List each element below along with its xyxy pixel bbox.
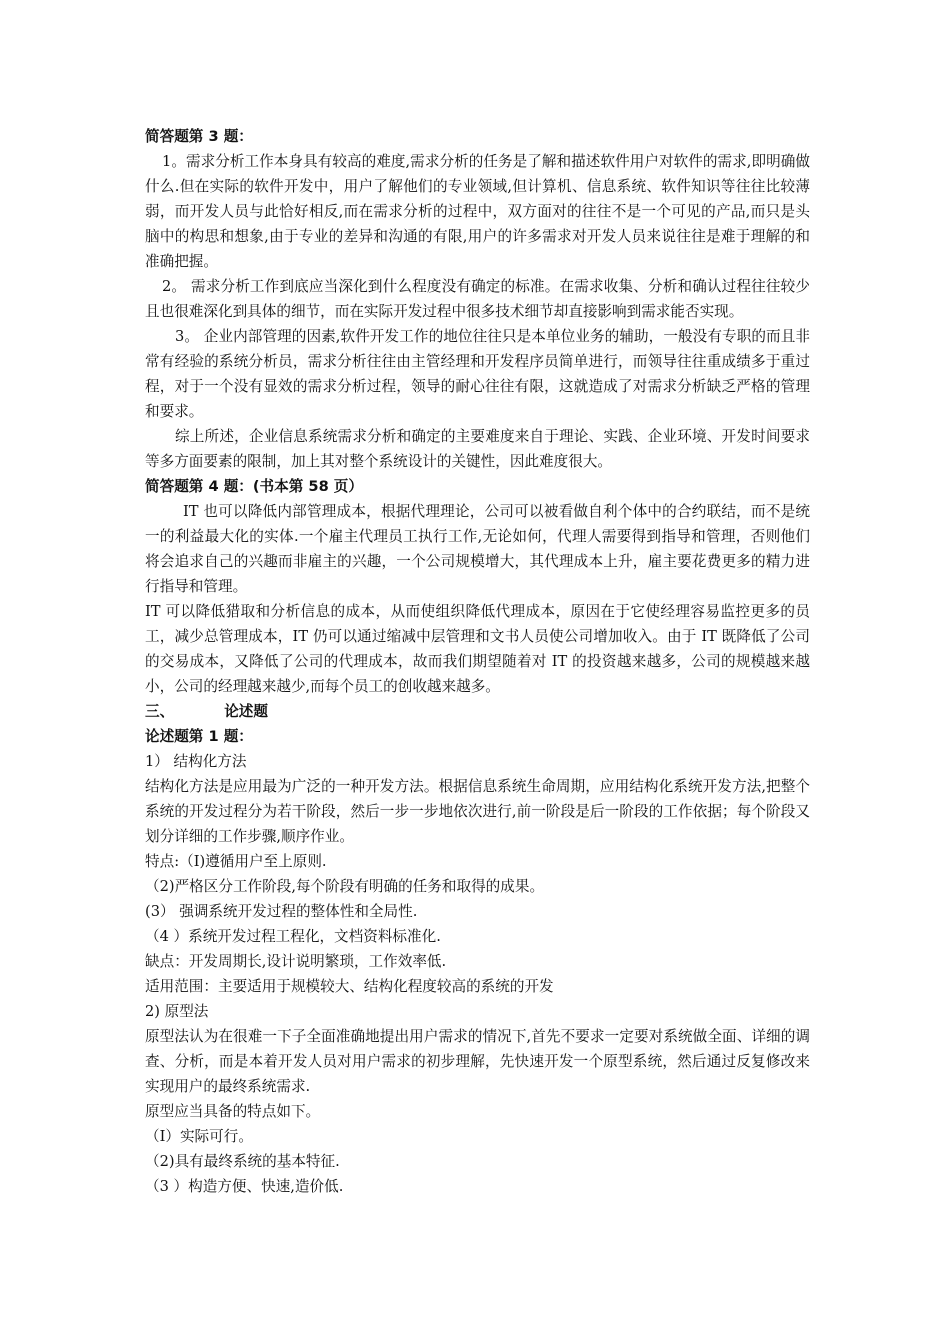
section-3-title: 论述题 [224,703,268,720]
q4-heading: 简答题第 4 题：(书本第 58 页） [145,478,363,495]
section-3-heading [145,699,810,724]
feature-line-3: (3） 强调系统开发过程的整体性和全局性. [145,903,418,920]
essay-1-heading: 论述题第 1 题： [145,728,253,745]
prototype-method-paragraph: 原型法认为在很难一下子全面准确地提出用户需求的情况下,首先不要求一定要对系统做全面、详细的调查、分析，而是本着开发人员对用户需求的初步理解，先快速开发一个原型系统，然后通过反复修改来实现用户的最终系统需求. [145,1028,810,1095]
drawbacks-line: 缺点：开发周期长,设计说明繁琐，工作效率低. [145,953,447,970]
feature-line-4: （4 ）系统开发过程工程化，文档资料标准化. [145,928,441,945]
structured-method-paragraph: 结构化方法是应用最为广泛的一种开发方法。根据信息系统生命周期，应用结构化系统开发方法,把整个系统的开发过程分为若干阶段，然后一步一步地依次进行,前一阶段是后一阶段的工作依据；每个阶段又划分详细的工作步骤,顺序作业。 [145,778,810,845]
q3-summary-paragraph: 综上所述，企业信息系统需求分析和确定的主要难度来自于理论、实践、企业环境、开发时间要求等多方面要素的限制，加上其对整个系统设计的关键性，因此难度很大。 [145,428,810,470]
q3-paragraph-1: 1。需求分析工作本身具有较高的难度,需求分析的任务是了解和描述软件用户对软件的需求,即明确做什么.但在实际的软件开发中，用户了解他们的专业领域,但计算机、信息系统、软件知识等往往比较薄弱，而开发人员与此恰好相反,而在需求分析的过程中，双方面对的往往不是一个可见的产品,而只是头脑中的构思和想象,由于专业的差异和沟通的有限,用户的许多需求对开发人员来说往往是难于理解的和准确把握。 [145,153,810,270]
q3-heading: 简答题第 3 题： [145,128,253,145]
prototype-feature-1: （I）实际可行。 [145,1128,253,1145]
document-page [145,124,810,1199]
q4-paragraph-2: IT 可以降低猎取和分析信息的成本，从而使组织降低代理成本，原因在于它使经理容易监控更多的员工，减少总管理成本，IT 仍可以通过缩减中层管理和文书人员使公司增加收入。由于 IT 既降低了公司的交易成本，又降低了公司的代理成本，故而我们期望随着对 IT 的投资越来越多，公司的规模越来越小，公司的经理越来越少,而每个员工的创收越来越多。 [145,603,810,695]
prototype-method-subheading: 2) 原型法 [145,1003,209,1020]
prototype-features-intro: 原型应当具备的特点如下。 [145,1103,321,1120]
scope-line: 适用范围：主要适用于规模较大、结构化程度较高的系统的开发 [145,978,554,995]
prototype-feature-3: （3 ）构造方便、快速,造价低. [145,1178,344,1195]
q3-paragraph-3: 3。 企业内部管理的因素,软件开发工作的地位往往只是本单位业务的辅助，一般没有专职的而且非常有经验的系统分析员，需求分析往往由主管经理和开发程序员简单进行，而领导往往重成绩多于重过程，对于一个没有显效的需求分析过程，领导的耐心往往有限，这就造成了对需求分析缺乏严格的管理和要求。 [145,328,810,420]
feature-line-2: （2)严格区分工作阶段,每个阶段有明确的任务和取得的成果。 [145,878,545,895]
section-3-number: 三、 [145,703,175,720]
prototype-feature-2: （2)具有最终系统的基本特征. [145,1153,340,1170]
structured-method-subheading: 1） 结构化方法 [145,753,247,770]
q3-paragraph-2: 2。 需求分析工作到底应当深化到什么程度没有确定的标准。在需求收集、分析和确认过程往往较少且也很难深化到具体的细节，而在实际开发过程中很多技术细节却直接影响到需求能否实现。 [145,278,810,320]
q4-paragraph-1: IT 也可以降低内部管理成本，根据代理理论，公司可以被看做自利个体中的合约联结，而不是统一的利益最大化的实体.一个雇主代理员工执行工作,无论如何，代理人需要得到指导和管理，否则他们将会追求自己的兴趣而非雇主的兴趣，一个公司规模增大，其代理成本上升，雇主要花费更多的精力进行指导和管理。 [145,503,810,595]
feature-line-1: 特点:（I)遵循用户至上原则. [145,853,327,870]
